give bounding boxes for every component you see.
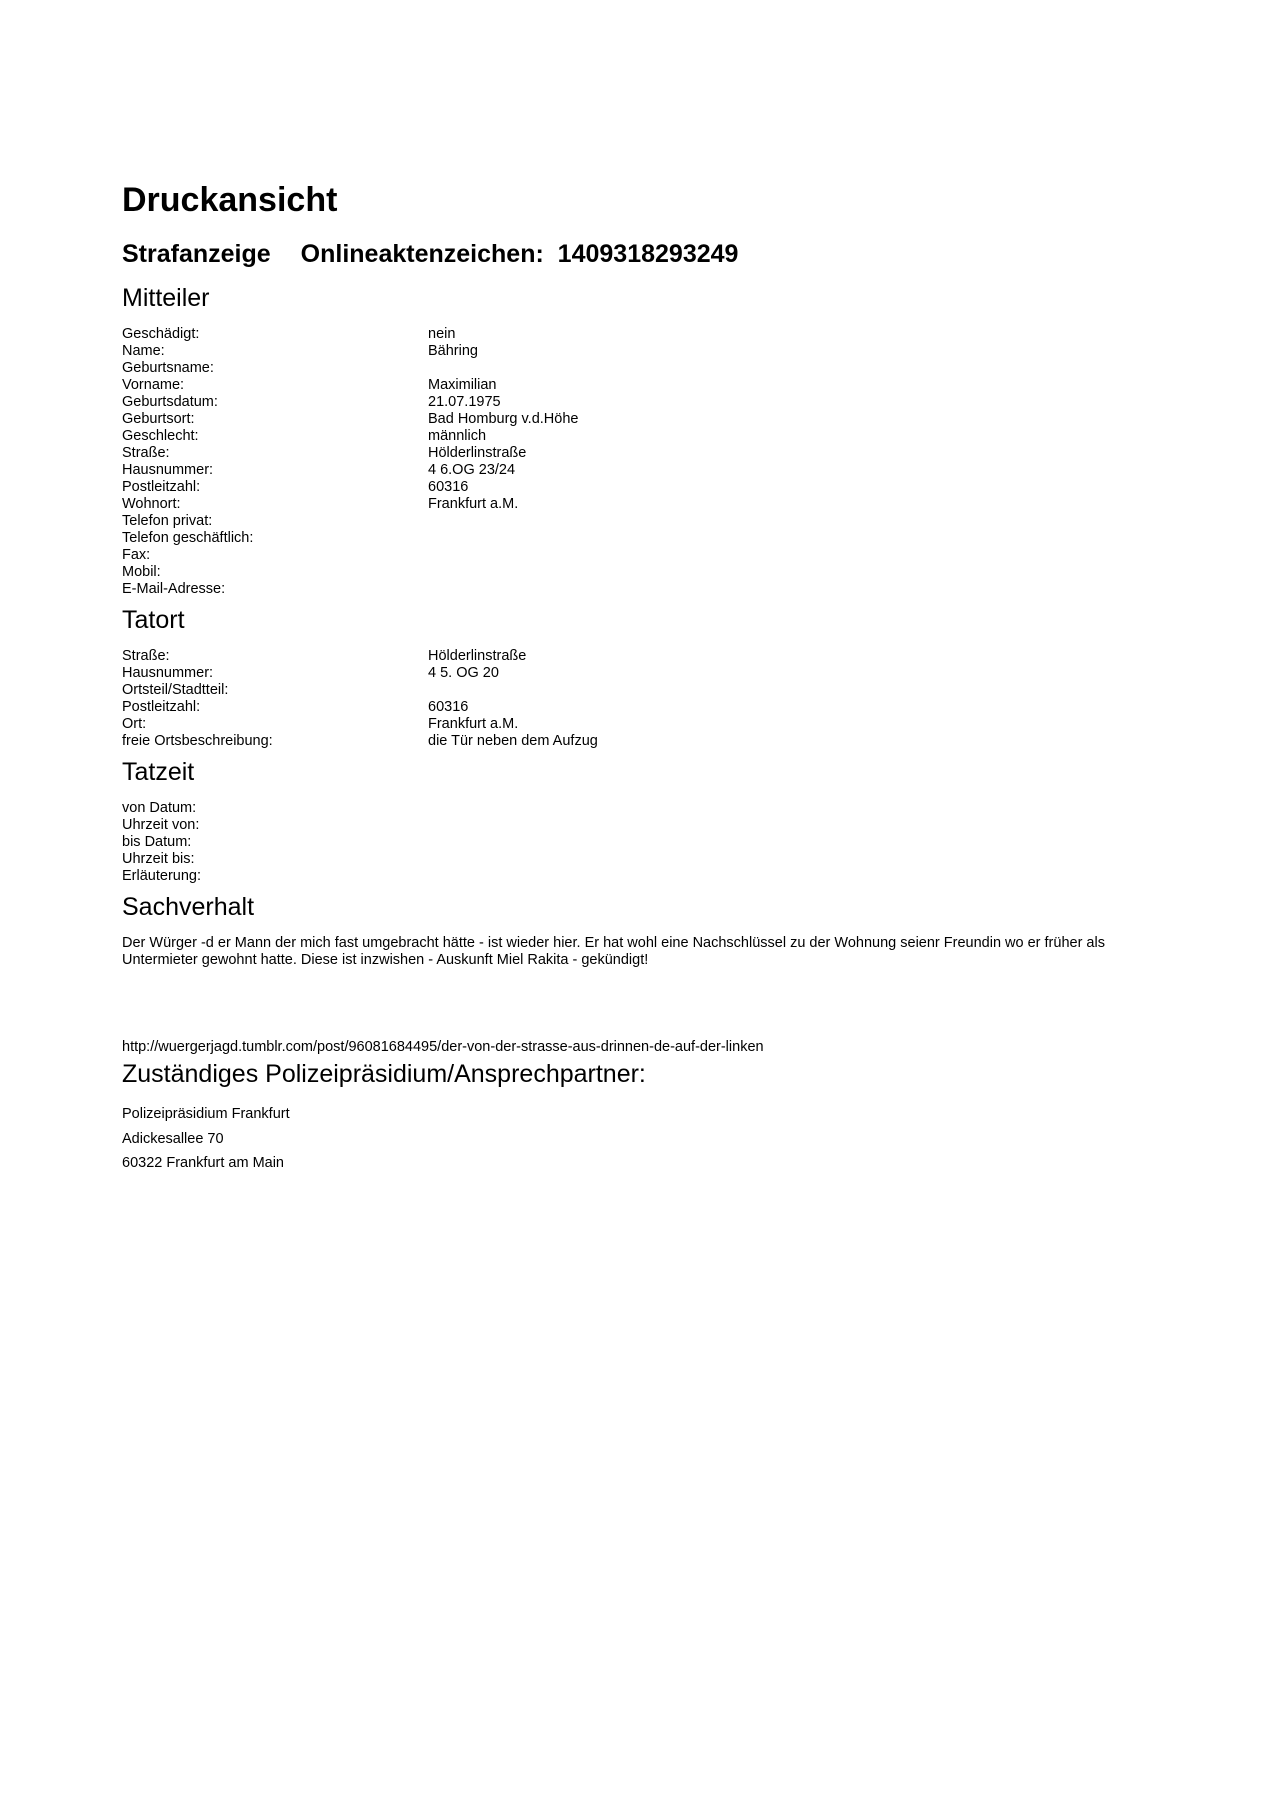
sachverhalt-text: Der Würger -d er Mann der mich fast umgebracht hätte - ist wieder hier. Er hat wohl eine Nachschlüssel zu der Wohnung seienr Freundin wo er früher als Untermieter gewohnt hatte. Diese ist inzwishen - Auskunft Miel Rakita - gekündigt! (122, 935, 1105, 968)
field-value (428, 817, 1162, 834)
field-row (122, 581, 1162, 598)
field-label: Telefon geschäftlich: (122, 530, 254, 546)
field-row (122, 513, 1162, 530)
field-label: freie Ortsbeschreibung: (122, 733, 273, 749)
field-value: 4 6.OG 23/24 (428, 462, 516, 478)
field-label: Vorname: (122, 377, 185, 393)
field-row (122, 394, 1162, 411)
field-row (122, 682, 1162, 699)
field-label: Telefon privat: (122, 513, 213, 529)
tatzeit-fields (122, 800, 1162, 885)
field-label: Geburtsname: (122, 360, 214, 376)
field-row (122, 564, 1162, 581)
police-office-name: Polizeipräsidium Frankfurt (122, 1106, 290, 1122)
print-view-document (122, 176, 1162, 1176)
field-label: Postleitzahl: (122, 479, 201, 495)
field-row (122, 530, 1162, 547)
tatort-fields (122, 648, 1162, 750)
report-type: Strafanzeige (122, 240, 271, 268)
field-row (122, 699, 1162, 716)
field-value: Maximilian (428, 377, 497, 393)
field-row (122, 648, 1162, 665)
field-row (122, 665, 1162, 682)
field-row (122, 360, 1162, 377)
field-label: Straße: (122, 648, 170, 664)
field-label: Name: (122, 343, 165, 359)
police-office-street: Adickesallee 70 (122, 1130, 224, 1147)
field-label: Fax: (122, 547, 151, 563)
field-row (122, 462, 1162, 479)
field-row (122, 834, 1162, 851)
field-label: Wohnort: (122, 496, 181, 512)
field-label: Hausnummer: (122, 462, 214, 478)
section-heading-sachverhalt: Sachverhalt (122, 893, 255, 921)
field-value (428, 513, 1162, 530)
field-value (428, 547, 1162, 564)
police-contact (122, 1102, 1162, 1176)
field-row (122, 733, 1162, 750)
field-value: nein (428, 326, 456, 342)
field-row (122, 343, 1162, 360)
field-label: Ort: (122, 716, 147, 732)
field-row (122, 716, 1162, 733)
field-row (122, 445, 1162, 462)
reference-link: http://wuergerjagd.tumblr.com/post/96081684495/der-von-der-strasse-aus-drinnen-de-auf-der-linken (122, 1039, 764, 1055)
field-row (122, 496, 1162, 513)
section-heading-tatort: Tatort (122, 606, 185, 634)
field-label: Hausnummer: (122, 665, 214, 681)
field-value (428, 360, 1162, 377)
field-label: Erläuterung: (122, 868, 201, 884)
field-row (122, 479, 1162, 496)
field-row (122, 868, 1162, 885)
field-row (122, 817, 1162, 834)
field-label: Geburtsort: (122, 411, 195, 427)
field-value: Hölderlinstraße (428, 648, 527, 664)
field-row (122, 326, 1162, 343)
field-value (428, 800, 1162, 817)
field-label: von Datum: (122, 800, 197, 816)
field-value: 60316 (428, 479, 469, 495)
field-label: bis Datum: (122, 834, 192, 850)
field-label: Geburtsdatum: (122, 394, 218, 410)
page-title: Druckansicht (122, 181, 338, 219)
field-label: Geschädigt: (122, 326, 200, 342)
field-label: Straße: (122, 445, 170, 461)
field-label: E-Mail-Adresse: (122, 581, 226, 597)
field-row (122, 377, 1162, 394)
field-label: Ortsteil/Stadtteil: (122, 682, 229, 698)
mitteiler-fields (122, 326, 1162, 598)
field-value (428, 581, 1162, 598)
field-value: männlich (428, 428, 487, 444)
field-value (428, 682, 1162, 699)
field-value: 4 5. OG 20 (428, 665, 499, 681)
field-value (428, 834, 1162, 851)
field-row (122, 411, 1162, 428)
field-row (122, 428, 1162, 445)
section-heading-mitteiler: Mitteiler (122, 284, 210, 312)
field-value (428, 564, 1162, 581)
section-heading-tatzeit: Tatzeit (122, 758, 195, 786)
field-value: Hölderlinstraße (428, 445, 527, 461)
field-value: Frankfurt a.M. (428, 496, 519, 512)
field-value: 60316 (428, 699, 469, 715)
report-subtitle (122, 238, 1162, 270)
field-row (122, 547, 1162, 564)
field-label: Geschlecht: (122, 428, 199, 444)
field-row (122, 800, 1162, 817)
police-office-city: 60322 Frankfurt am Main (122, 1155, 284, 1171)
field-value: 21.07.1975 (428, 394, 501, 410)
field-value: Bähring (428, 343, 478, 359)
field-row (122, 851, 1162, 868)
online-file-number: Onlineaktenzeichen: 1409318293249 (300, 240, 739, 268)
field-label: Uhrzeit bis: (122, 851, 195, 867)
field-value (428, 530, 1162, 547)
field-value (428, 851, 1162, 868)
field-value: Bad Homburg v.d.Höhe (428, 411, 579, 427)
section-heading-zustaendig: Zuständiges Polizeipräsidium/Ansprechpartner: (122, 1060, 646, 1088)
field-label: Mobil: (122, 564, 161, 580)
field-value: die Tür neben dem Aufzug (428, 733, 598, 749)
field-value (428, 868, 1162, 885)
field-label: Postleitzahl: (122, 699, 201, 715)
field-value: Frankfurt a.M. (428, 716, 519, 732)
field-label: Uhrzeit von: (122, 817, 200, 833)
